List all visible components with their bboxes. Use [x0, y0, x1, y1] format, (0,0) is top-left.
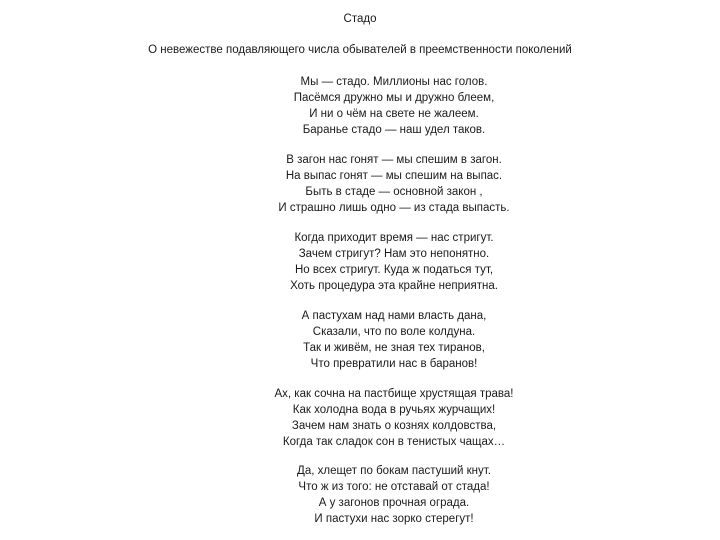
- verse-line: Как холодна вода в ручьях журчащих!: [292, 404, 496, 416]
- poem-title-text: Стадо: [343, 13, 377, 25]
- poem-title: [0, 11, 720, 27]
- verse-line: В загон нас гонят — мы спешим в загон.: [286, 154, 502, 166]
- verse-line: Так и живём, не зная тех тиранов,: [303, 342, 485, 354]
- verse-line: Мы — стадо. Миллионы нас голов.: [300, 76, 488, 88]
- verse-line: И пастухи нас зорко стерегут!: [314, 513, 474, 525]
- stanza-5: [194, 386, 594, 450]
- verse-line: Но всех стригут. Куда ж податься тут,: [294, 264, 494, 276]
- verse-line: Сказали, что по воле колдуна.: [312, 326, 476, 338]
- stanza-4: [194, 308, 594, 372]
- verse-line: Что превратили нас в баранов!: [310, 358, 478, 370]
- verse-line: Ах, как сочна на пастбище хрустящая трава!: [274, 388, 514, 400]
- verse-line: Баранье стадо — наш удел таков.: [302, 124, 486, 136]
- verse-line: А пастухам над нами власть дана,: [301, 310, 487, 322]
- verse-line: И страшно лишь одно — из стада выпасть.: [278, 202, 510, 214]
- verse-line: Да, хлещет по бокам пастуший кнут.: [297, 465, 491, 477]
- poem-subtitle: О невежестве подавляющего числа обывателей в преемственности поколений: [148, 44, 572, 56]
- stanza-2: [194, 152, 594, 216]
- verse-line: Что ж из того: не отставай от стада!: [298, 481, 490, 493]
- verse-line: Хоть процедура эта крайне неприятна.: [290, 280, 498, 292]
- verse-line: А у загонов прочная ограда.: [318, 497, 470, 509]
- verse-line: На выпас гонят — мы спешим на выпас.: [285, 170, 503, 182]
- stanza-1: [194, 74, 594, 138]
- stanza-3: [194, 230, 594, 294]
- verse-line: Зачем нам знать о кознях колдовства,: [291, 420, 497, 432]
- verse-line: Когда приходит время — нас стригут.: [294, 232, 494, 244]
- verse-line: И ни о чём на свете не жалеем.: [309, 108, 479, 120]
- stanza-6: [194, 463, 594, 527]
- verse-line: Зачем стригут? Нам это непонятно.: [298, 248, 490, 260]
- verse-line: Пасёмся дружно мы и дружно блеем,: [293, 92, 495, 104]
- verse-line: Быть в стаде — основной закон ,: [305, 186, 483, 198]
- verse-line: Когда так сладок сон в тенистых чащах…: [282, 436, 506, 448]
